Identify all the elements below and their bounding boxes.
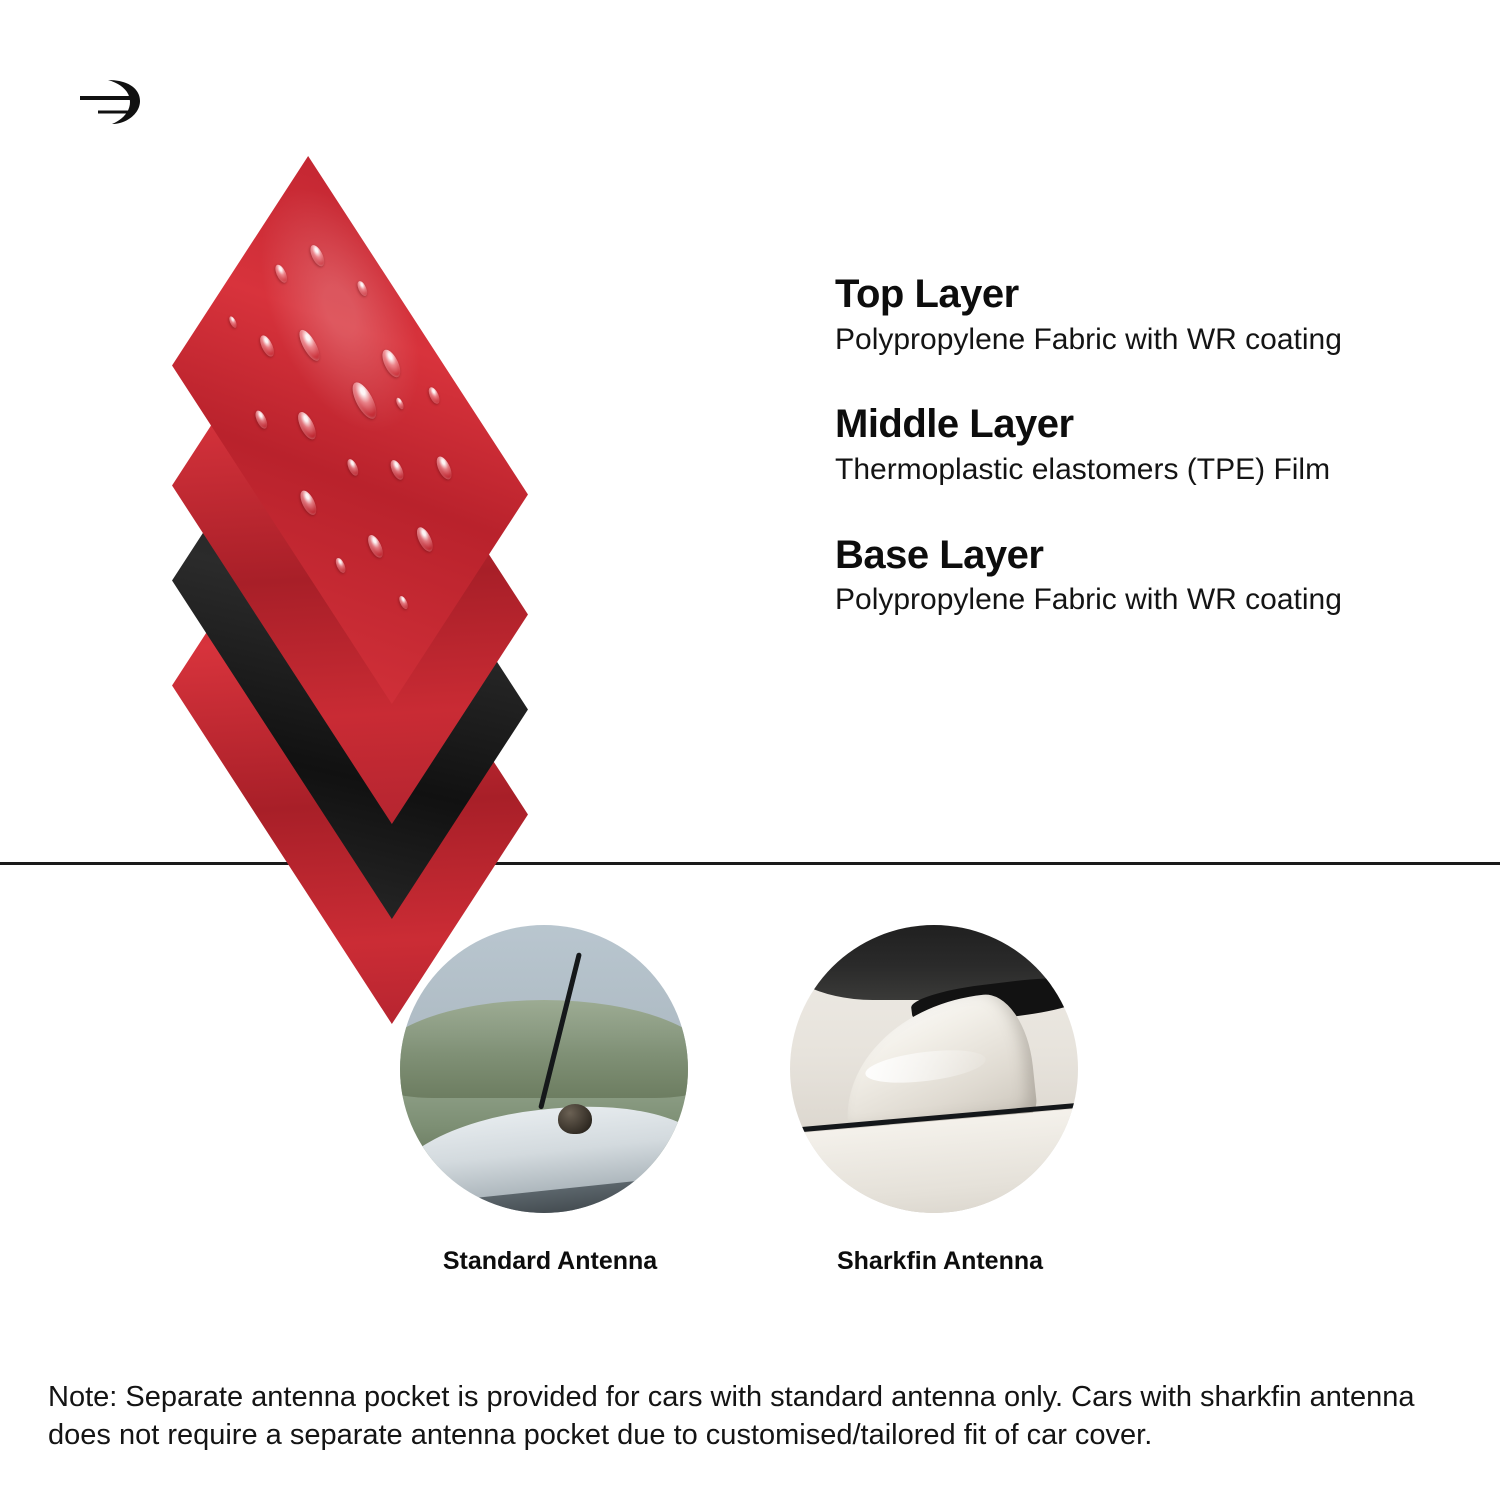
- footer-note: Note: Separate antenna pocket is provided for cars with standard antenna only. Cars with sharkfin antenna does not require a separate antenna pocket due to customised/tailored fit of car cover.: [48, 1381, 1415, 1452]
- top-layer-title: Top Layer: [835, 272, 1019, 316]
- section-divider: [0, 862, 1500, 865]
- sharkfin-antenna-caption: Sharkfin Antenna: [836, 1247, 1044, 1275]
- sharkfin-antenna-photo: [790, 925, 1078, 1213]
- layer-entry-top: [835, 272, 1455, 358]
- middle-layer-title: Middle Layer: [835, 402, 1074, 447]
- stylized-e-logo: [78, 72, 148, 130]
- layer-descriptions: [835, 272, 1455, 663]
- antenna-comparison: [400, 925, 1100, 1275]
- standard-antenna-photo: [400, 925, 688, 1213]
- brand-logo: [78, 72, 148, 130]
- standard-antenna-caption: Standard Antenna: [442, 1247, 658, 1275]
- layer-entry-base: [835, 533, 1455, 619]
- car-body-surface: [790, 1107, 1078, 1213]
- base-layer-title: Base Layer: [835, 532, 1044, 577]
- antenna-item-sharkfin: [790, 925, 1090, 1276]
- base-layer-description: Polypropylene Fabric with WR coating: [835, 583, 1342, 617]
- layer-entry-middle: [835, 402, 1455, 488]
- antenna-base-knob: [558, 1104, 592, 1134]
- middle-layer-description: Thermoplastic elastomers (TPE) Film: [835, 453, 1331, 487]
- top-layer-description: Polypropylene Fabric with WR coating: [835, 322, 1342, 356]
- layer-stack-diagram: [95, 195, 795, 765]
- antenna-item-standard: [400, 925, 700, 1276]
